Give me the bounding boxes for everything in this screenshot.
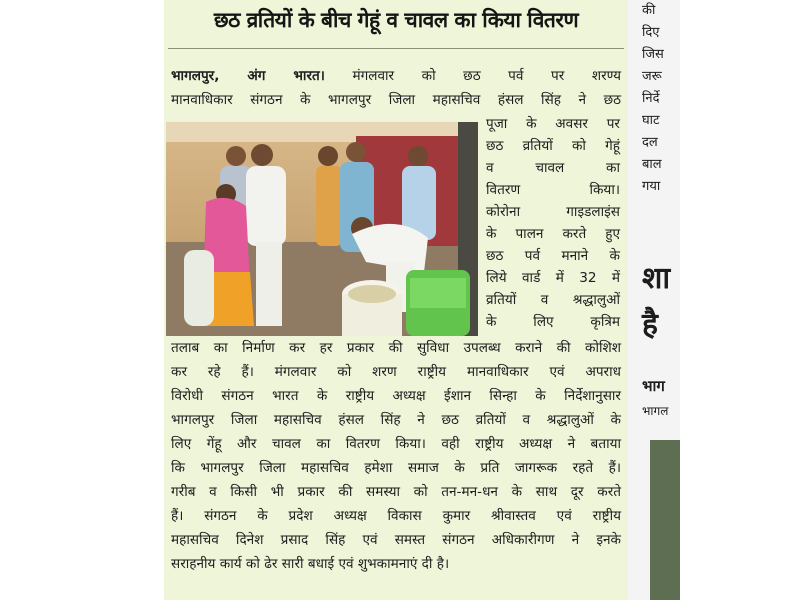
body-line-7: गरीब व किसी भी प्रकार की समस्या को तन-मन-धन के साथ दूर करते (171, 484, 621, 500)
adjacent-line-4: जरू (642, 69, 662, 84)
column-line-4: वितरण किया। (486, 182, 620, 198)
adjacent-heading-2: है (642, 307, 658, 342)
body-line-10: सराहनीय कार्य को ढेर सारी बधाई एवं शुभकामनाएं दी है। (171, 556, 450, 572)
body-line-2: कर रहे हैं। मंगलवार को शरण राष्ट्रीय मानवाधिकार एवं अपराध (171, 364, 621, 380)
body-line-4: भागलपुर जिला महासचिव हंसल सिंह ने छठ व्रतियों व श्रद्धालुओं के (171, 412, 621, 428)
headline-divider (168, 48, 624, 49)
body-line-9: महासचिव दिनेश प्रसाद सिंह एवं समस्त संगठन अधिकारीगण ने इनके (171, 532, 621, 548)
article-headline: छठ व्रतियों के बीच गेहूं व चावल का किया वितरण (213, 8, 579, 32)
adjacent-line-8: बाल (642, 157, 662, 172)
column-line-3: व चावल का (486, 160, 620, 176)
adjacent-line-9: गया (642, 179, 661, 194)
body-line-5: लिए गेंहू और चावल का वितरण किया। वही राष्ट्रीय अध्यक्ष ने बताया (171, 436, 621, 452)
column-line-1: पूजा के अवसर पर (486, 116, 620, 132)
adjacent-line-7: दल (642, 135, 658, 150)
adjacent-heading-1: शा (642, 261, 671, 296)
distribution-photo-graphic (166, 122, 478, 336)
article-line-2: मानवाधिकार संगठन के भागलपुर जिला महासचिव हंसल सिंह ने छठ (171, 92, 621, 108)
adjacent-line-6: घाट (642, 113, 660, 128)
adjacent-photo (650, 440, 680, 600)
column-line-2: छठ व्रतियों को गेहूं (486, 138, 620, 154)
adjacent-dateline: भागल (642, 404, 669, 418)
column-line-8: लिये वार्ड में 32 में (486, 270, 620, 286)
dateline: भागलपुर, अंग भारत। (171, 68, 325, 84)
adjacent-subheading: भाग (642, 377, 665, 395)
column-line-5: कोरोना गाइडलाइंस (486, 204, 620, 220)
column-line-10: के लिए कृत्रिम (486, 314, 620, 330)
column-line-7: छठ पर्व मनाने के (486, 248, 620, 264)
news-clipping (164, 0, 628, 600)
adjacent-line-1: की (642, 3, 656, 18)
article-line-1 (171, 66, 621, 86)
adjacent-line-3: जिस (642, 47, 664, 62)
distribution-photo (166, 122, 478, 336)
column-line-6: के पालन करते हुए (486, 226, 620, 242)
adjacent-line-5: निर्दे (642, 91, 660, 106)
body-line-3: विरोधी संगठन भारत के राष्ट्रीय अध्यक्ष ईशान सिन्हा के निर्देशानुसार (171, 388, 621, 404)
column-line-9: व्रतियों व श्रद्धालुओं (486, 292, 620, 308)
article-intro: मंगलवार को छठ पर्व पर शरण्य (352, 68, 621, 84)
adjacent-line-2: दिए (642, 25, 660, 40)
body-line-8: हैं। संगठन के प्रदेश अध्यक्ष विकास कुमार श्रीवास्तव एवं राष्ट्रीय (171, 508, 621, 524)
body-line-6: कि भागलपुर जिला महासचिव हमेशा समाज के प्रति जागरूक रहते हैं। (171, 460, 621, 476)
body-line-1: तलाब का निर्माण कर हर प्रकार की सुविधा उपलब्ध कराने की कोशिश (171, 340, 621, 356)
